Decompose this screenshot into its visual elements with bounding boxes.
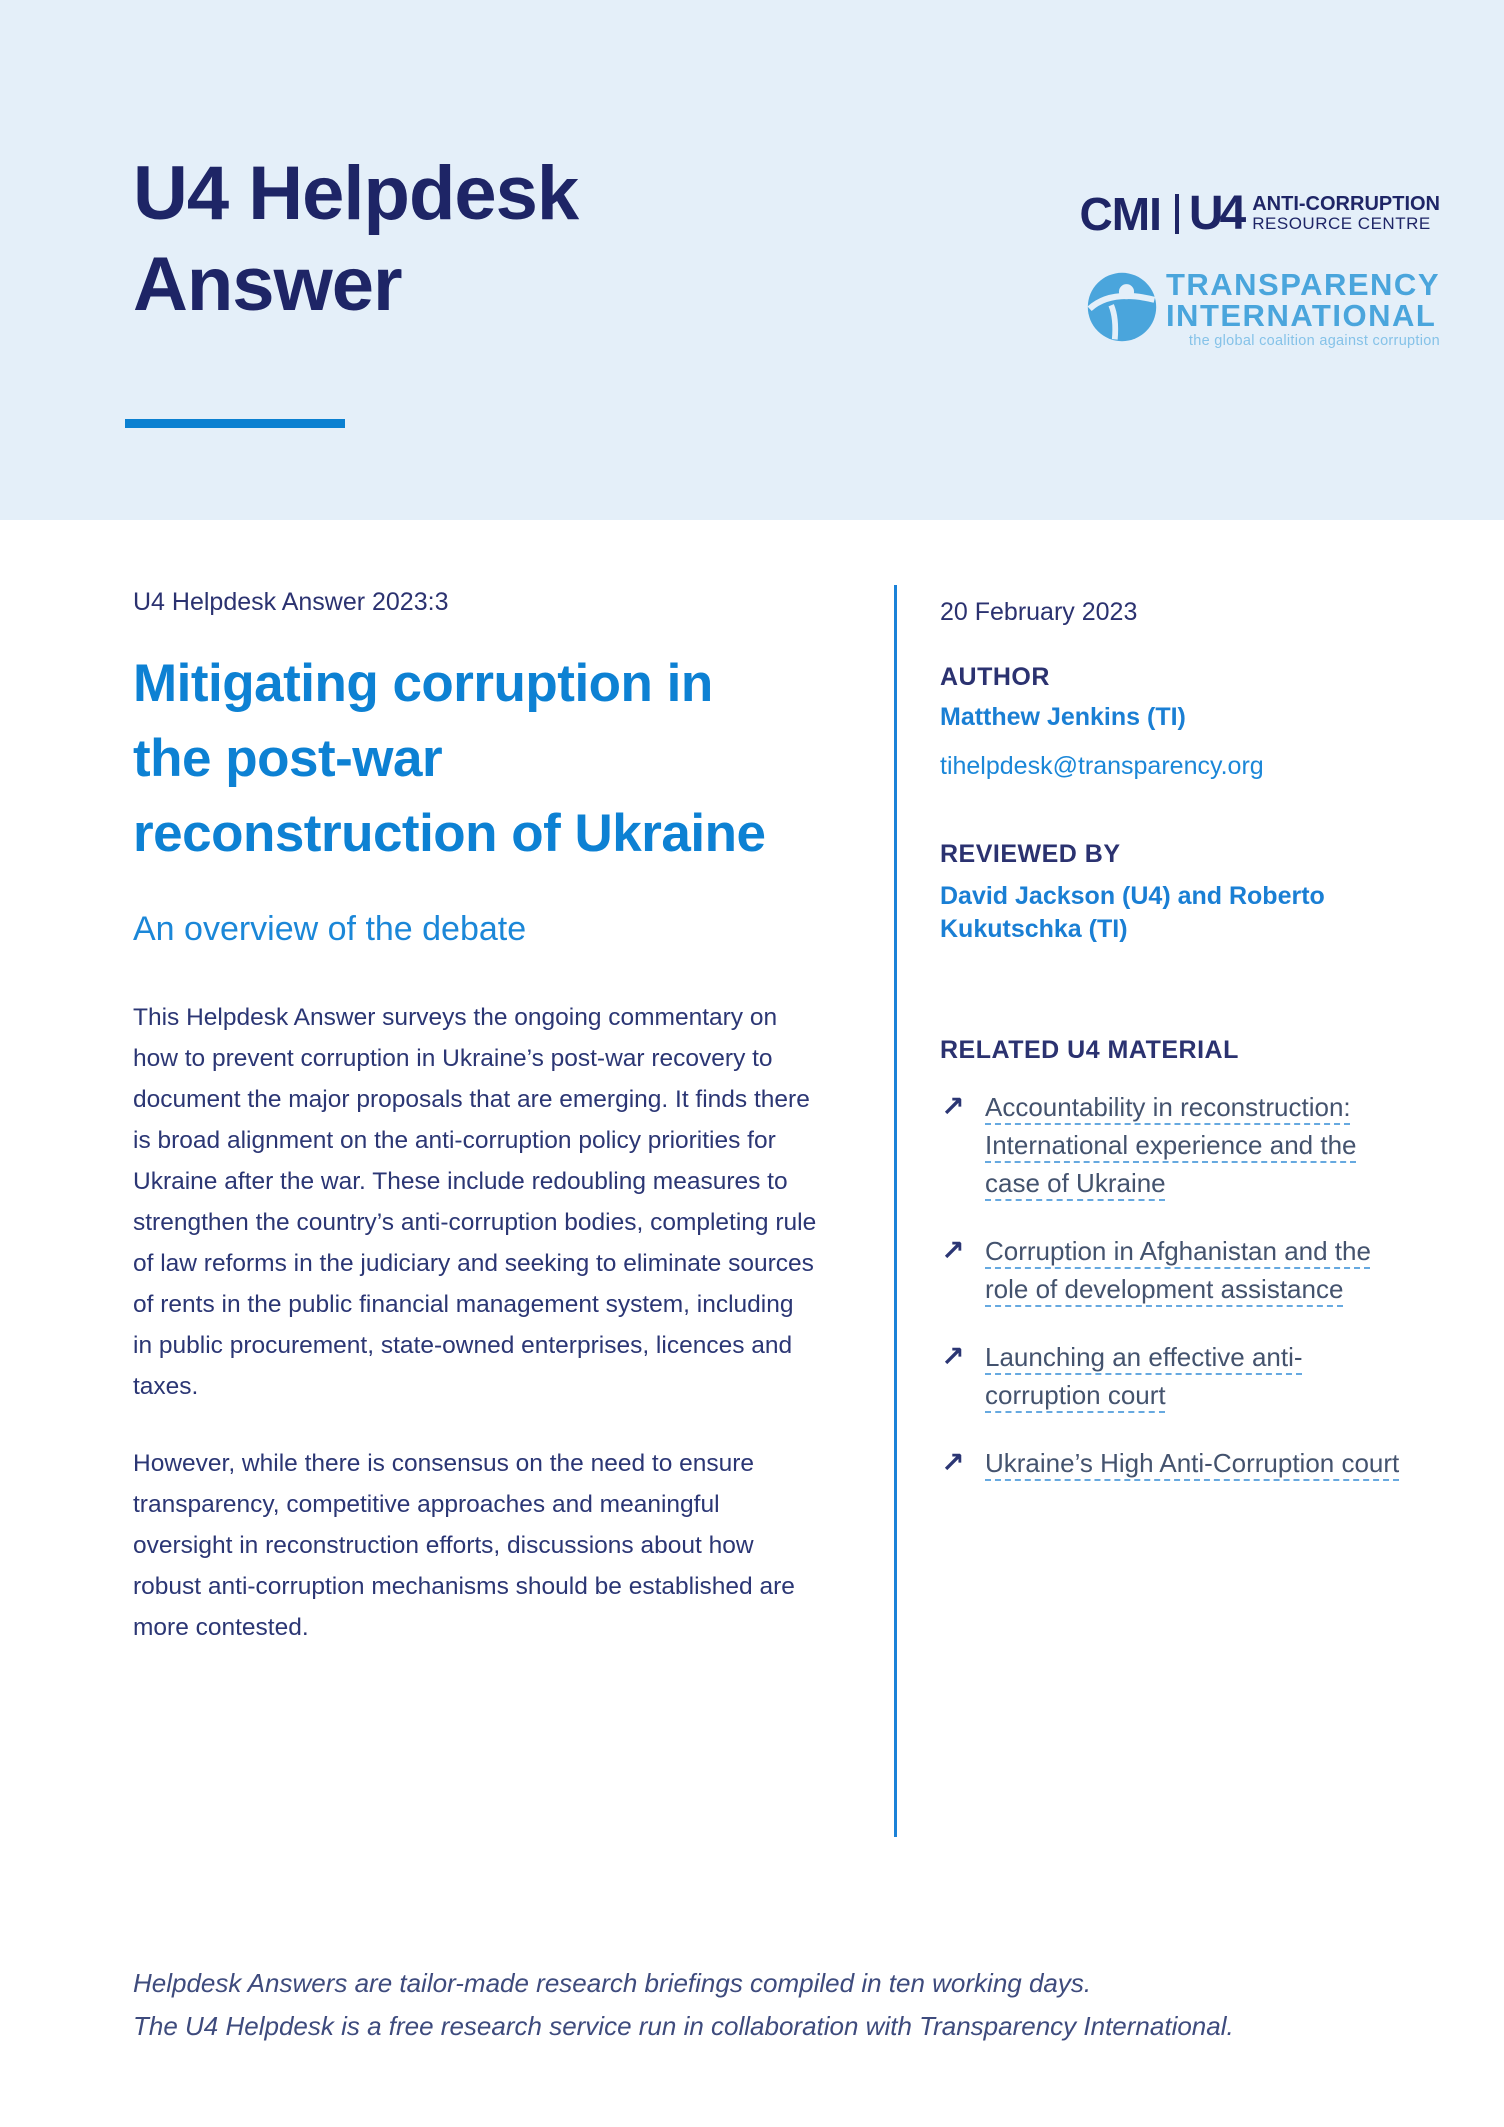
u4-mark-icon: U4 [1188, 187, 1243, 240]
article-title-line3: reconstruction of Ukraine [133, 804, 766, 863]
cmi-wordmark: CMI [1079, 187, 1161, 240]
summary-paragraph-2: However, while there is consensus on the need to ensure transparency, competitive approaches and meaningful oversight in reconstruction efforts, discussions about how robust anti-corruption mechanisms should be established are more contested. [133, 1450, 795, 1641]
publication-date: 20 February 2023 [940, 598, 1138, 626]
ti-wordmark [1166, 269, 1440, 349]
footer-line2: The U4 Helpdesk is a free research service run in collaboration with Transparency International. [133, 2011, 1234, 2041]
external-link-arrow-icon: ↗ [941, 1447, 965, 1478]
footer-line1: Helpdesk Answers are tailor-made research briefings compiled in ten working days. [133, 1968, 1092, 1998]
author-email-link[interactable]: tihelpdesk@transparency.org [940, 752, 1264, 780]
logo-separator-bar [1175, 194, 1179, 234]
ti-tagline: the global coalition against corruption [1188, 333, 1440, 349]
related-link-ukraine-hacc[interactable]: Ukraine’s High Anti-Corruption court [985, 1448, 1400, 1478]
page-title: U4 Helpdesk Answer [133, 151, 579, 328]
related-list-item [941, 1088, 1441, 1202]
reviewer-names: David Jackson (U4) and Roberto Kukutschka (TI) [940, 882, 1325, 943]
related-material-list [941, 1088, 1441, 1512]
u4-name-line1: ANTI-CORRUPTION [1252, 193, 1440, 216]
external-link-arrow-icon: ↗ [941, 1341, 965, 1372]
globe-icon [1086, 271, 1158, 343]
related-link-corruption-afghanistan[interactable]: Corruption in Afghanistan and the role of development assistance [985, 1236, 1371, 1304]
logo-stack [1080, 186, 1440, 349]
transparency-international-logo [1086, 269, 1440, 349]
article-subtitle: An overview of the debate [133, 910, 527, 948]
author-name: Matthew Jenkins (TI) [940, 703, 1186, 731]
article-title [133, 646, 833, 871]
reviewed-by-label: REVIEWED BY [940, 840, 1121, 868]
related-link-accountability-reconstruction[interactable]: Accountability in reconstruction: International experience and the case of Ukraine [985, 1092, 1357, 1198]
article-title-line1: Mitigating corruption in [133, 654, 713, 713]
external-link-arrow-icon: ↗ [941, 1091, 965, 1122]
related-material-label: RELATED U4 MATERIAL [940, 1036, 1239, 1064]
title-divider [125, 419, 345, 428]
related-list-item [941, 1444, 1441, 1482]
page-footer [133, 1962, 1234, 2048]
hero-banner [0, 0, 1504, 520]
related-list-item [941, 1338, 1441, 1414]
u4-centre-name [1252, 194, 1440, 233]
related-link-anticorruption-court[interactable]: Launching an effective anti-corruption court [985, 1342, 1303, 1410]
external-link-arrow-icon: ↗ [941, 1235, 965, 1266]
author-label: AUTHOR [940, 663, 1050, 691]
summary-paragraph-1: This Helpdesk Answer surveys the ongoing commentary on how to prevent corruption in Ukraine’s post-war recovery to document the major proposals that are emerging. It finds there is broad alignment on the anti-corruption policy priorities for Ukraine after the war. These include redoubling measures to strengthen the country’s anti-corruption bodies, completing rule of law reforms in the judiciary and seeking to eliminate sources of rents in the public financial management system, including in public procurement, state-owned enterprises, licences and taxes. [133, 1004, 817, 1400]
cmi-u4-logo [1080, 186, 1440, 241]
column-divider [894, 585, 897, 1837]
related-list-item [941, 1232, 1441, 1308]
issue-number: U4 Helpdesk Answer 2023:3 [133, 588, 449, 616]
u4-name-line2: RESOURCE CENTRE [1252, 214, 1431, 234]
ti-name-line1: TRANSPARENCY [1165, 267, 1440, 302]
article-title-line2: the post-war [133, 729, 443, 788]
ti-name-line2: INTERNATIONAL [1165, 298, 1437, 333]
